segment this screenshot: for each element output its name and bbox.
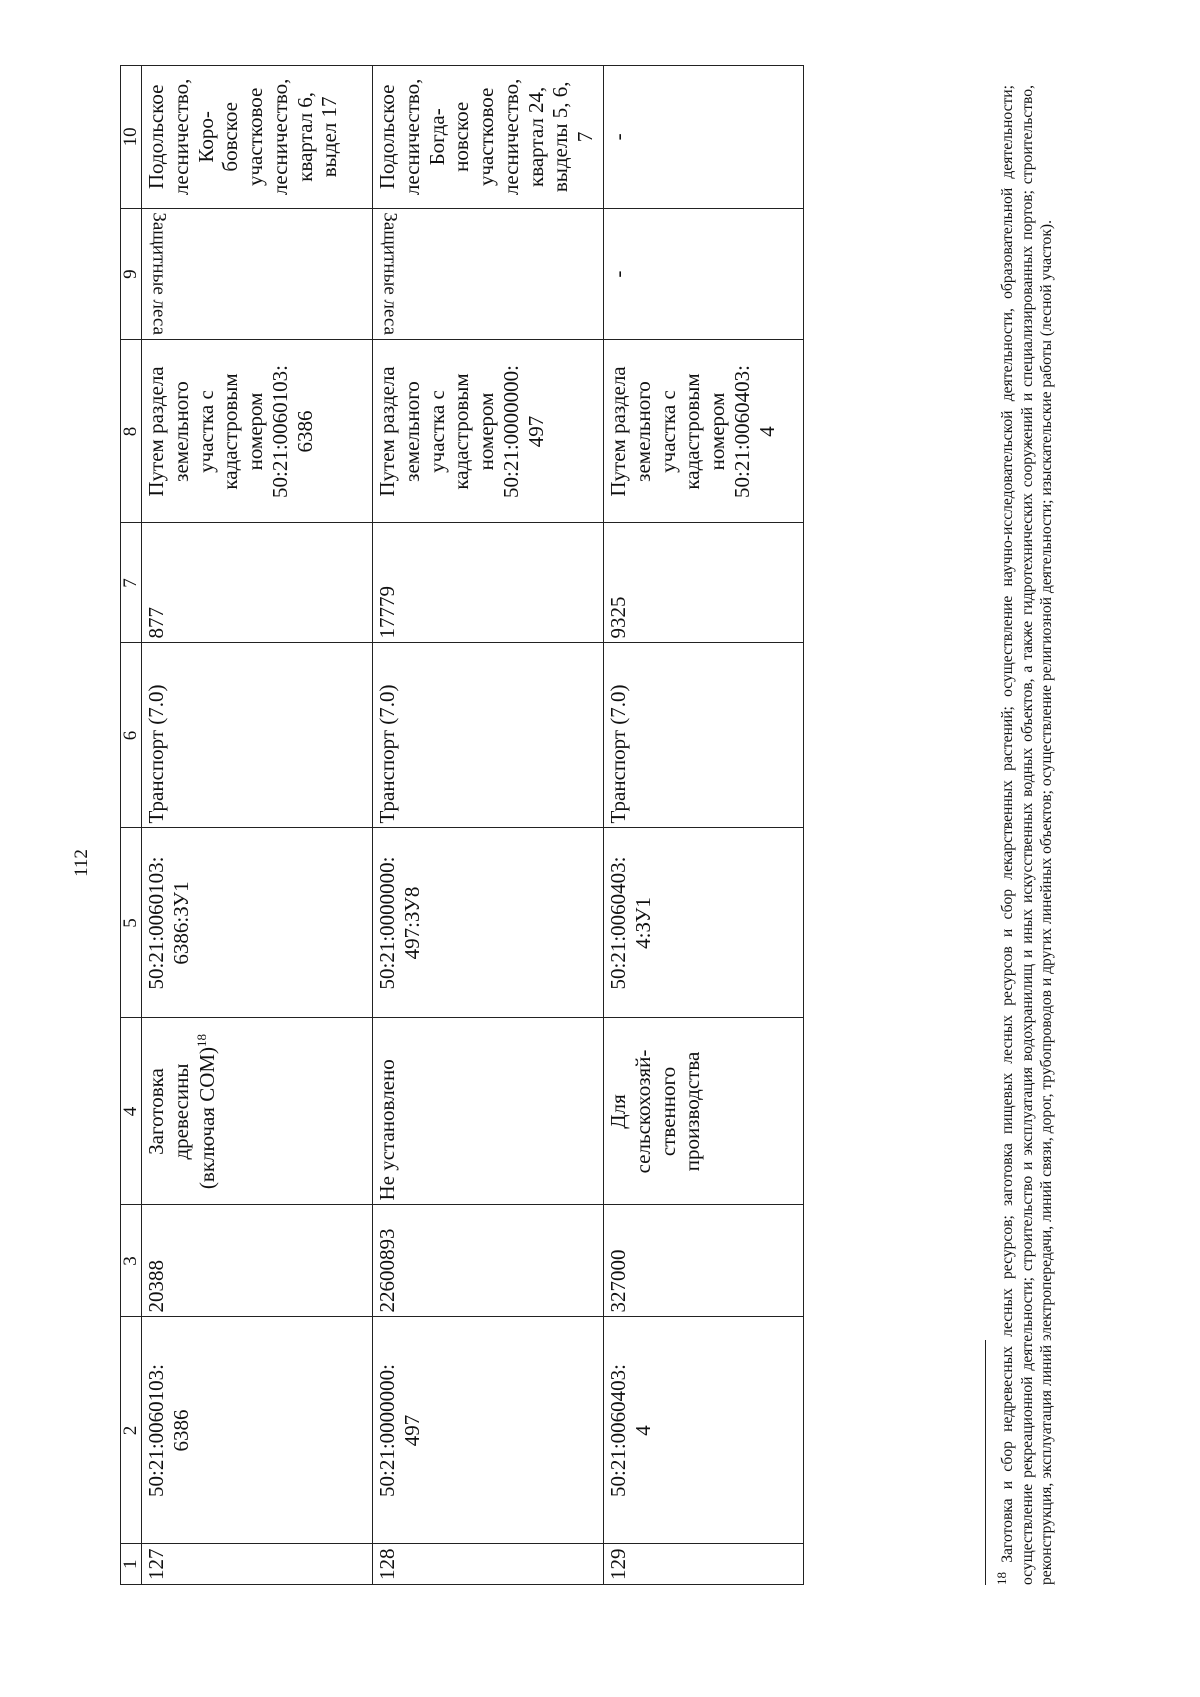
cadastral-number-cell: 50:21:0000000: 497 (373, 1317, 604, 1544)
column-header: 5 (121, 828, 142, 1018)
use-category-cell: Транспорт (7.0) (142, 643, 373, 828)
use-category-cell: Транспорт (7.0) (604, 643, 804, 828)
forest-category-cell: - (604, 208, 804, 340)
permitted-use-cell: Для сельскохозяй- ственного производства (604, 1018, 804, 1205)
new-plot-number-cell: 50:21:0060403: 4:ЗУ1 (604, 828, 804, 1018)
column-header: 9 (121, 208, 142, 340)
area-cell: 22600893 (373, 1205, 604, 1317)
footnote-ref: 18 (193, 1033, 209, 1047)
column-header: 7 (121, 523, 142, 643)
column-header: 10 (121, 65, 142, 208)
footnote-text: Заготовка и сбор недревесных лесных ресурсов; заготовка пищевых лесных ресурсов и сбор лекарственных растений; осуществление научно-исследовательской деятельности, образовательной деятельности; осуществление рекреационной деятельности; строительство и эксплуатация водохранилищ и иных искусственных водных объектов, а также гидротехнических сооружений и специализированных портов; строительство, реконструкция, эксплуатация линий электропередачи, линий связи, дорог, трубопроводов и других линейных объектов; осуществление религиозной деятельности; изыскательские работы (лесной участок). (999, 85, 1056, 1585)
table-row (373, 65, 604, 1584)
permitted-use-cell: Не установлено (373, 1018, 604, 1205)
new-plot-number-cell: 50:21:0000000: 497:ЗУ8 (373, 828, 604, 1018)
column-header: 3 (121, 1205, 142, 1317)
use-category-cell: Транспорт (7.0) (373, 643, 604, 828)
column-header: 1 (121, 1544, 142, 1585)
forestry-location-cell: - (604, 65, 804, 208)
new-area-cell: 9325 (604, 523, 804, 643)
formation-method-cell: Путем раздела земельного участка с кадастровым номером 50:21:0000000: 497 (373, 340, 604, 523)
new-area-cell: 17779 (373, 523, 604, 643)
page-number: 112 (71, 849, 92, 877)
footnote (992, 85, 1057, 1585)
area-cell: 327000 (604, 1205, 804, 1317)
footnote-separator (985, 1340, 986, 1585)
forestry-location-cell: Подольское лесничество, Богда- новское участковое лесничество, квартал 24, выделы 5, 6, 7 (373, 65, 604, 208)
land-plot-table (120, 65, 804, 1585)
new-plot-number-cell: 50:21:0060103: 6386:ЗУ1 (142, 828, 373, 1018)
forest-category-cell: Защитные леса (373, 208, 604, 340)
formation-method-cell: Путем раздела земельного участка с кадастровым номером 50:21:0060103: 6386 (142, 340, 373, 523)
column-header: 4 (121, 1018, 142, 1205)
cadastral-number-cell: 50:21:0060103: 6386 (142, 1317, 373, 1544)
row-number: 127 (142, 1544, 373, 1585)
forest-category-cell: Защитные леса (142, 208, 373, 340)
cadastral-number-cell: 50:21:0060403: 4 (604, 1317, 804, 1544)
area-cell: 20388 (142, 1205, 373, 1317)
forestry-location-cell: Подольское лесничество, Коро- бовское участковое лесничество, квартал 6, выдел 17 (142, 65, 373, 208)
row-number: 129 (604, 1544, 804, 1585)
column-header: 2 (121, 1317, 142, 1544)
footnote-marker: 18 (994, 1572, 1009, 1585)
table-row (604, 65, 804, 1584)
permitted-use-cell: Заготовка древесины (включая СОМ)$^{18}$ (142, 1018, 373, 1205)
formation-method-cell: Путем раздела земельного участка с кадастровым номером 50:21:0060403: 4 (604, 340, 804, 523)
table-header-row (121, 65, 142, 1584)
row-number: 128 (373, 1544, 604, 1585)
new-area-cell: 877 (142, 523, 373, 643)
column-header: 6 (121, 643, 142, 828)
table-row (142, 65, 373, 1584)
column-header: 8 (121, 340, 142, 523)
